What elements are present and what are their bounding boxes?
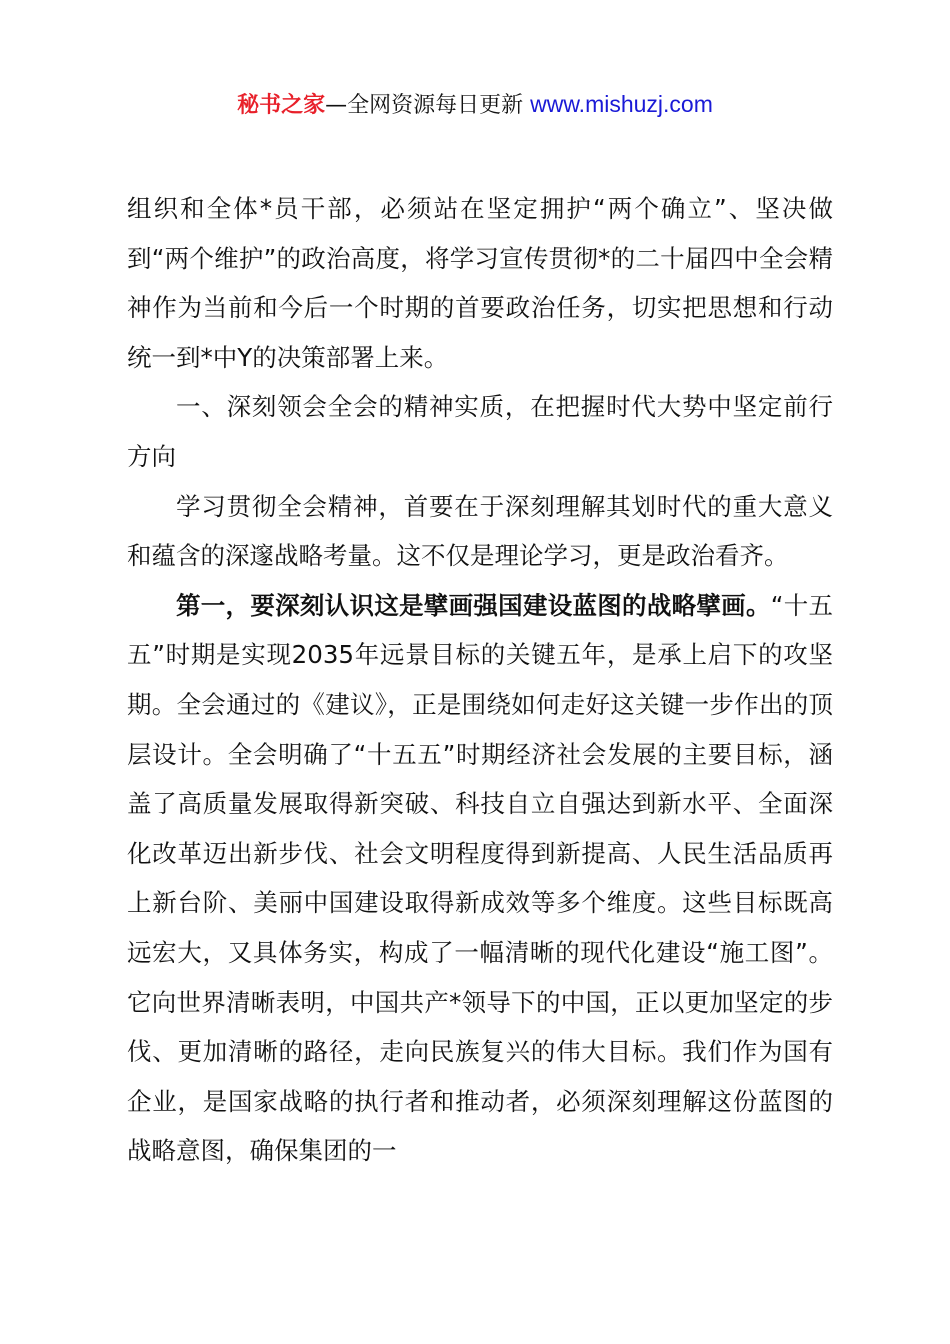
brand-name: 秘书之家 — [237, 93, 326, 118]
site-url-link[interactable]: www.mishuzj.com — [530, 91, 713, 117]
section-heading: 一、深刻领会全会的精神实质，在把握时代大势中坚定前行方向 — [127, 392, 833, 471]
paragraph-first-point — [127, 581, 833, 1176]
site-header — [0, 86, 950, 124]
first-point-heading: 第一，要深刻认识这是擘画强国建设蓝图的战略擘画。 — [176, 590, 771, 620]
first-point-text: “十五五”时期是实现2035年远景目标的关键五年，是承上启下的攻坚期。全会通过的《建议》，正是围绕如何走好这关键一步作出的顶层设计。全会明确了“十五五”时期经济社会发展的主要目标，涵盖了高质量发展取得新突破、科技自立自强达到新水平、全面深化改革迈出新步伐、社会文明程度得到新提高、人民生活品质再上新台阶、美丽中国建设取得新成效等多个维度。这些目标既高远宏大，又具体务实，构成了一幅清晰的现代化建设“施工图”。它向世界清晰表明，中国共产*领导下的中国，正以更加坚定的步伐、更加清晰的路径，走向民族复兴的伟大目标。我们作为国有企业，是国家战略的执行者和推动者，必须深刻理解这份蓝图的战略意图，确保集团的一 — [127, 590, 833, 1166]
paragraph-overview: 学习贯彻全会精神，首要在于深刻理解其划时代的重大意义和蕴含的深邃战略考量。这不仅是理论学习，更是政治看齐。 — [127, 491, 833, 571]
document-body — [127, 184, 833, 1176]
paragraph-intro: 组织和全体*员干部，必须站在坚定拥护“两个确立”、坚决做到“两个维护”的政治高度，将学习宣传贯彻*的二十届四中全会精神作为当前和今后一个时期的首要政治任务，切实把思想和行动统一到*中Y的决策部署上来。 — [127, 194, 833, 372]
header-tagline: —全网资源每日更新 — [325, 93, 531, 118]
